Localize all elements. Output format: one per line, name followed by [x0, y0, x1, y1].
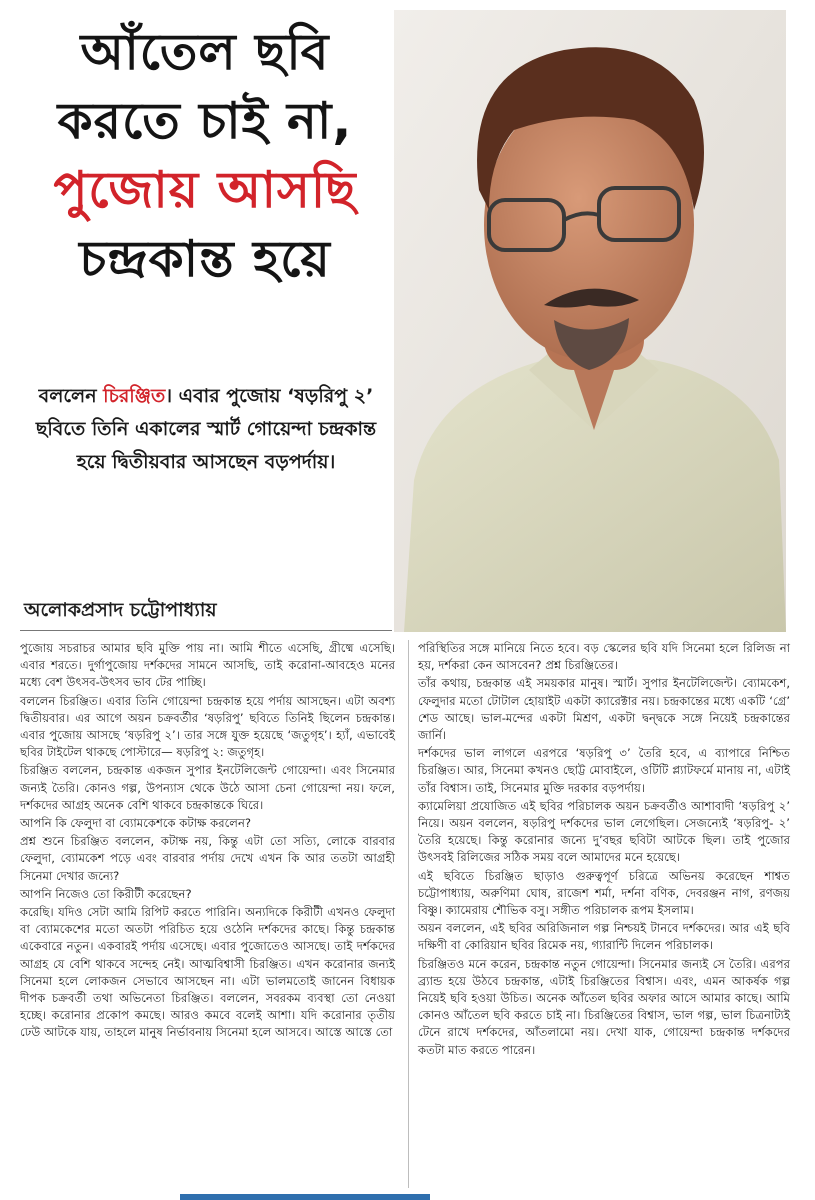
paragraph: এই ছবিতে চিরঞ্জিত ছাড়াও গুরুত্বপূর্ণ চরিত্রে অভিনয় করেছেন শাশ্বত চট্টোপাধ্যায়, অরুণিমা ঘোষ, রাজেশ শর্মা, দর্শনা বণিক, দেবরঞ্জন নাগ, রণজয় বিষ্ণু। ক্যামেরায় শৌভিক বসু। সঙ্গীত পরিচালক রূপম ইসলাম। [418, 868, 790, 918]
paragraph: চিরঞ্জিতও মনে করেন, চন্দ্রকান্ত নতুন গোয়েন্দা। সিনেমার জন্যই সে তৈরি। এরপর ব্র্যান্ড হয়ে উঠবে চন্দ্রকান্ত, এটাই চিরঞ্জিতের বিশ্বাস। এবং, এমন আকর্ষক গল্প নিয়েই ছবি হওয়া উচিত। অনেক আঁতেল ছবির অফার আসে আমার কাছে। আমি কোনও আঁতেল ছবি করতে চাই না। চিরঞ্জিতের বিশ্বাস, ভাল গল্প, ভাল চিত্রনাট্যই টেনে রাখে দর্শকদের, আঁতলামো নয়। দেখা যাক, গোয়েন্দা চন্দ্রকান্ত দর্শকদের কতটা মাত করতে পারেন। [418, 956, 790, 1057]
paragraph: চিরঞ্জিত বললেন, চন্দ্রকান্ত একজন সুপার ইনটেলিজেন্ট গোয়েন্দা। এবং সিনেমার জন্যই তৈরি। কোনও গল্প, উপন্যাস থেকে উঠে আসা চেনা গোয়েন্দা নয়। ফলে, দর্শকদের আগ্রহ অনেক বেশি থাকবে চন্দ্রকান্তকে ঘিরে। [20, 763, 395, 812]
article-column-left [20, 640, 395, 1043]
column-divider [408, 640, 409, 1188]
byline: অলোকপ্রসাদ চট্টোপাধ্যায় [24, 599, 217, 621]
headline-line-1: আঁতেল ছবি [80, 23, 330, 81]
paragraph: করেছি। যদিও সেটা আমি রিপিট করতে পারিনি। অন্যদিকে কিরীটী এখনও ফেলুদা বা ব্যোমকেশের মতো অতটা পরিচিত হয়ে ওঠেনি দর্শকদের কাছে। কিন্তু চন্দ্রকান্ত একেবারে নতুন। একবারই পর্দায় এসেছে। এবার পুজোতেও আসছে। তাই দর্শকদের আগ্রহ যে বেশি থাকবে সন্দেহ নেই। আত্মবিশ্বাসী চিরঞ্জিত। এখন করোনার জন্যই সিনেমা হলে লোকজন সেভাবে আসছেন না। এটা ভালমতোই জানেন বিধায়ক দীপক চক্রবর্তী তথা অভিনেতা চিরঞ্জিত। বললেন, সবরকম ব্যবস্থা তো নেওয়া হচ্ছে। করোনার প্রকোপ কমছে। আরও কমবে বলেই আশা। যদি করোনার তৃতীয় ঢেউ আটকে যায়, তাহলে মানুষ নির্ভাবনায় সিনেমা হলে আসবে। আস্তে আস্তে তো [20, 905, 395, 1040]
footer-bar [180, 1194, 430, 1200]
paragraph: পুজোয় সচরাচর আমার ছবি মুক্তি পায় না। আমি শীতে এসেছি, গ্রীষ্মে এসেছি। এবার শরতে। দুর্গাপুজোয় দর্শকদের সামনে আসছি, তাই করোনা-আবহেও মনের মধ্যে বেশ উৎসব-উৎসব ভাব টের পাচ্ছি। [20, 641, 395, 690]
paragraph: অয়ন বললেন, এই ছবির অরিজিনাল গল্প নিশ্চয়ই টানবে দর্শকদের। আর এই ছবি দক্ষিণী বা কোরিয়ান ছবির রিমেক নয়, গ্যারান্টি দিলেন পরিচালক। [418, 921, 790, 953]
headline-line-4: চন্দ্রকান্ত হয়ে [79, 230, 331, 288]
portrait-photo [394, 10, 786, 632]
portrait-illustration [394, 10, 786, 632]
paragraph: তাঁর কথায়, চন্দ্রকান্ত এই সময়কার মানুষ। স্মার্ট। সুপার ইনটেলিজেন্ট। ব্যোমকেশ, ফেলুদার মতো টোটাল হোয়াইট একটা ক্যারেক্টার নয়। চন্দ্রকান্তের মধ্যে একটি ‘গ্রে’ শেড আছে। ভাল-মন্দের একটা মিশ্রণ, একটা দ্বন্দ্বকে সঙ্গে নিয়েই চন্দ্রকান্তের জার্নি। [418, 676, 790, 743]
standfirst [22, 380, 390, 479]
paragraph: বললেন চিরঞ্জিত। এবার তিনি গোয়েন্দা চন্দ্রকান্ত হয়ে পর্দায় আসছেন। এটা অবশ্য দ্বিতীয়বার। এর আগে অয়ন চক্রবর্তীর ‘ষড়রিপু’ ছবিতে তিনিই ছিলেন চন্দ্রকান্ত। এবার পুজোয় আসছে ‘ষড়রিপু ২’। তার সঙ্গে যুক্ত হয়েছে ‘জতুগৃহ’। হ্যাঁ, এভাবেই ছবির টাইটেল থাকছে পোস্টারে— ষড়রিপু ২: জতুগৃহ। [20, 693, 395, 760]
headline-line-3: পুজোয় আসছি [53, 161, 357, 219]
paragraph: দর্শকদের ভাল লাগলে এরপরে ‘ষড়রিপু ৩’ তৈরি হবে, এ ব্যাপারে নিশ্চিত চিরঞ্জিত। আর, সিনেমা কখনও ছোট্ট মোবাইলে, ওটিটি প্ল্যাটফর্মে মানায় না, এটাই তাঁর বিশ্বাস। তাই, সিনেমার মুক্তি দরকার বড়পর্দায়। [418, 746, 790, 795]
headline [20, 18, 390, 294]
question: আপনি নিজেও তো কিরীটী করেছেন? [20, 886, 192, 901]
paragraph: ক্যামেলিয়া প্রযোজিত এই ছবির পরিচালক অয়ন চক্রবর্তীও আশাবাদী ‘ষড়রিপু ২’ নিয়ে। অয়ন বললেন, ষড়রিপু দর্শকদের ভাল লেগেছিল। সেজন্যেই ‘ষড়রিপু- ২’ তৈরি হয়েছে। কিন্তু করোনার জন্যে দু’বছর ছবিটা আটকে ছিল। তাই পুজোর উৎসবই রিলিজের সঠিক সময় বলে আমাদের মনে হয়েছে। [418, 798, 790, 865]
article-column-right [418, 640, 790, 1060]
headline-line-2: করতে চাই না, [57, 92, 353, 150]
byline-divider [20, 630, 392, 631]
standfirst-rest: । এবার পুজোয় ‘ষড়রিপু ২’ ছবিতে তিনি একালের স্মার্ট গোয়েন্দা চন্দ্রকান্ত হয়ে দ্বিতীয়বার আসছেন বড়পর্দায়। [35, 385, 377, 473]
standfirst-prefix: বললেন [38, 385, 104, 407]
question: আপনি কি ফেলুদা বা ব্যোমকেশকে কটাক্ষ করলেন? [20, 816, 252, 831]
standfirst-name: চিরঞ্জিত [103, 385, 166, 407]
paragraph: প্রশ্ন শুনে চিরঞ্জিত বললেন, কটাক্ষ নয়, কিন্তু এটা তো সত্যি, লোকে বারবার ফেলুদা, ব্যোমকেশ পড়ে এবং বারবার পর্দায় দেখে এখন কি আর ততটা আগ্রহী সিনেমা দেখার জন্যে? [20, 834, 395, 883]
paragraph: পরিস্থিতির সঙ্গে মানিয়ে নিতে হবে। বড় স্কেলের ছবি যদি সিনেমা হলে রিলিজ না হয়, দর্শকরা কেন আসবেন? প্রশ্ন চিরঞ্জিতের। [418, 641, 790, 673]
